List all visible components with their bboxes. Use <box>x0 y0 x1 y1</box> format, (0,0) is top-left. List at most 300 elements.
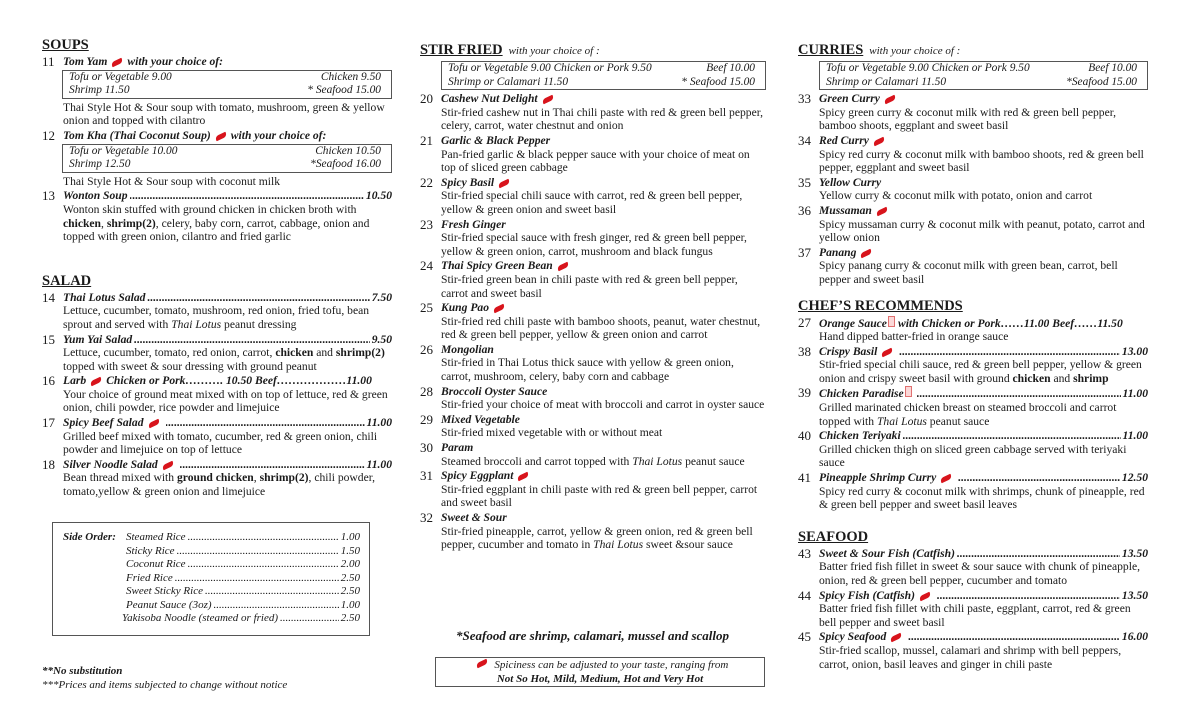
item-price: 12.50 <box>1121 471 1148 485</box>
item-body <box>819 589 1148 630</box>
notes <box>42 664 287 692</box>
choice-option: Chicken 10.50 <box>315 144 381 157</box>
description-text: Wonton skin stuffed with ground chicken in chicken broth with <box>63 202 357 216</box>
item-body <box>441 301 766 342</box>
item-number: 32 <box>420 510 433 525</box>
description-text: shrimp <box>1073 371 1109 385</box>
menu-item <box>798 630 1148 671</box>
side-order-item <box>126 531 360 545</box>
item-header <box>819 630 1148 644</box>
item-price: 11.00 <box>366 457 392 471</box>
description-text: , <box>253 471 260 485</box>
item-name: Yum Yai Salad <box>63 332 133 346</box>
choice-option: * Seafood 15.00 <box>307 84 381 97</box>
chili-icon <box>111 58 124 68</box>
item-price: 11.00 <box>1122 387 1148 401</box>
description-text: peanut dressing <box>221 317 297 331</box>
item-body <box>441 92 766 133</box>
item-name: Mongolian <box>441 342 494 356</box>
section-title: SEAFOOD <box>798 528 869 545</box>
section-curries <box>798 42 1148 287</box>
item-price-options: Chicken or Pork………. 10.50 Beef………………11.00 <box>106 374 372 388</box>
item-description <box>819 106 1148 133</box>
item-name: Tom Yam <box>63 55 108 68</box>
side-item-price: 2.50 <box>340 612 360 624</box>
item-header <box>441 301 766 315</box>
chili-icon <box>890 633 903 643</box>
section-heading <box>798 298 1148 315</box>
description-text: Grilled beef mixed with tomato, cucumber, red & green onion, chili powder and limejuice on top of lettuce <box>63 429 378 457</box>
menu-item <box>420 218 766 259</box>
description-text: , <box>101 216 107 230</box>
description-text: Thai Style Hot & Sour soup with tomato, mushroom, green & yellow onion and topped with cilantro <box>63 100 385 128</box>
item-name: Param <box>441 441 474 455</box>
description-text: Stir-fried mixed vegetable with or without meat <box>441 426 663 440</box>
menu-item <box>420 176 766 217</box>
description-text: Grilled marinated chicken breast on steamed broccoli and carrot topped with <box>819 401 1117 428</box>
item-body <box>441 218 766 259</box>
description-text: peanut sauce <box>926 414 990 428</box>
choices-row <box>448 62 755 76</box>
description-text: shrimp(2) <box>335 346 385 360</box>
menu-item <box>420 511 766 552</box>
item-body <box>441 134 766 175</box>
description-text: Steamed broccoli and carrot topped with <box>441 454 633 468</box>
item-header <box>819 92 1148 106</box>
item-description <box>63 203 392 244</box>
item-header <box>441 469 766 483</box>
description-text: chicken <box>275 346 314 360</box>
choice-option: Shrimp or Calamari 11.50 <box>826 75 947 88</box>
section-title: SOUPS <box>42 37 89 53</box>
item-body <box>63 189 392 243</box>
item-header <box>441 259 766 273</box>
description-text: Spicy green curry & coconut milk with red & green bell pepper, bamboo shoots, eggplant and sweet basil <box>819 105 1117 133</box>
item-header <box>819 429 1148 443</box>
side-item-price: 2.50 <box>340 571 360 584</box>
item-description <box>819 560 1148 587</box>
item-number: 20 <box>420 91 433 107</box>
menu-item <box>798 92 1148 133</box>
item-description <box>63 471 392 498</box>
item-description <box>819 485 1148 512</box>
item-name: Spicy Eggplant <box>441 469 514 483</box>
item-number: 30 <box>420 440 433 456</box>
menu-item <box>420 343 766 384</box>
side-item-price: 2.00 <box>340 558 360 570</box>
item-description <box>441 483 766 510</box>
section-title: CURRIES <box>798 42 864 58</box>
item-description <box>819 644 1148 671</box>
item-name: Cashew Nut Delight <box>441 92 538 106</box>
chili-icon <box>940 474 953 484</box>
section-heading <box>420 42 766 60</box>
side-order-item <box>126 545 360 559</box>
item-price-options: with Chicken or Pork……11.00 Beef……11.50 <box>897 316 1123 330</box>
dot-leader <box>899 345 1120 359</box>
menu-item <box>42 374 392 415</box>
choice-option: Shrimp 12.50 <box>69 158 131 171</box>
description-text: Batter fried fish fillet in sweet & sour sauce with chunk of pineapple, onion, red & green bell pepper, cucumber and tomato <box>819 560 1140 587</box>
item-body <box>441 176 766 217</box>
item-body <box>441 343 766 384</box>
description-text: Stir-fried green bean in chili paste with red & green bell pepper, carrot and sweet basil <box>441 272 738 300</box>
item-header <box>63 374 392 388</box>
item-description <box>441 525 766 552</box>
item-header <box>441 134 766 148</box>
side-item-price: 2.50 <box>340 585 360 597</box>
item-number: 40 <box>798 428 811 444</box>
description-text: Grilled chicken thigh on sliced green cabbage served with teriyaki sauce <box>819 442 1127 470</box>
section-title: CHEF’S RECOMMENDS <box>798 297 963 314</box>
item-price: 16.00 <box>1121 630 1148 644</box>
item-price: 10.50 <box>365 189 392 203</box>
item-number: 25 <box>420 300 433 316</box>
item-name: Thai Spicy Green Bean <box>441 259 553 273</box>
dot-leader <box>130 189 364 203</box>
chili-icon <box>883 95 896 105</box>
chili-icon <box>860 248 873 258</box>
dot-leader <box>903 429 1121 443</box>
menu-item <box>420 385 766 412</box>
item-header <box>63 333 392 347</box>
item-header <box>819 204 1148 218</box>
item-header <box>441 413 766 427</box>
item-body <box>441 259 766 300</box>
item-name: Fresh Ginger <box>441 217 506 231</box>
choices-row <box>826 76 1137 90</box>
description-text: Thai Lotus <box>632 454 683 468</box>
side-item-price: 1.00 <box>340 531 360 543</box>
choice-option: Chicken 9.50 <box>320 70 381 83</box>
chili-icon <box>875 207 888 217</box>
menu-item <box>798 246 1148 287</box>
item-header <box>63 189 392 203</box>
item-body <box>441 469 766 510</box>
menu-item <box>420 413 766 440</box>
choices-row <box>69 145 381 159</box>
item-price: 13.00 <box>1121 344 1148 358</box>
item-description <box>63 388 392 415</box>
description-text: Stir-fried your choice of meat with broccoli and carrot in oyster sauce <box>441 398 765 412</box>
choice-option: Tofu or Vegetable 9.00 Chicken or Pork 9.50 <box>448 62 652 74</box>
side-item-name: Yakisoba Noodle (steamed or fried) <box>122 612 279 624</box>
item-description <box>441 189 766 216</box>
menu-item <box>420 469 766 510</box>
menu-item <box>798 204 1148 245</box>
item-body <box>63 55 392 128</box>
section-heading <box>798 529 1148 546</box>
item-description <box>819 443 1148 470</box>
description-text: ground chicken <box>176 471 254 485</box>
item-name: Wonton Soup <box>63 189 128 203</box>
item-number: 38 <box>798 343 811 359</box>
section-subtitle: with your choice of : <box>508 45 600 57</box>
seafood-note: *Seafood are shrimp, calamari, mussel and scallop <box>455 628 730 643</box>
item-body <box>441 413 766 440</box>
chili-icon <box>161 461 174 471</box>
item-description <box>63 304 392 331</box>
item-number: 35 <box>798 174 811 190</box>
item-name: Broccoli Oyster Sauce <box>441 384 548 398</box>
description-text: sweet &sour sauce <box>643 538 733 552</box>
section-heading <box>42 37 392 54</box>
item-number: 24 <box>420 258 433 274</box>
description-text: Yellow curry & coconut milk with potato, onion and carrot <box>819 189 1093 203</box>
item-header <box>441 92 766 106</box>
item-number: 43 <box>798 545 811 561</box>
price-change-note: ***Prices and items subjected to change without notice <box>42 679 288 691</box>
menu-item <box>420 259 766 300</box>
item-number: 17 <box>42 415 55 431</box>
item-description <box>441 315 766 342</box>
side-order-item <box>126 572 360 586</box>
item-description <box>63 346 392 373</box>
choices-box <box>62 70 392 99</box>
description-text: topped with sweet & sour dressing with ground peanut <box>63 359 317 373</box>
spice-note-box <box>435 657 765 687</box>
item-description <box>441 106 766 133</box>
description-text: Stir-fried red chili paste with bamboo shoots, peanut, water chestnut, red & green bell pepper, yellow & green onion and carrot <box>441 314 761 342</box>
item-price: 13.50 <box>1121 546 1148 560</box>
description-text: Thai Lotus <box>171 317 222 331</box>
item-description <box>63 430 392 457</box>
special-mark-icon <box>905 386 912 397</box>
item-header <box>441 385 766 399</box>
item-description <box>819 189 1148 203</box>
side-item-price: 1.50 <box>340 544 360 557</box>
item-body <box>63 374 392 415</box>
item-body <box>63 416 392 457</box>
description-text: Spicy mussaman curry & coconut milk with peanut, potato, carrot and yellow onion <box>819 217 1145 245</box>
dot-leader <box>917 387 1121 401</box>
menu-item <box>798 316 1148 344</box>
item-name: Chicken Teriyaki <box>819 429 901 443</box>
description-text: shrimp(2) <box>106 216 156 230</box>
chili-icon <box>493 304 506 314</box>
item-header <box>819 134 1148 148</box>
menu-item <box>798 386 1148 428</box>
choice-option: * Seafood 15.00 <box>681 75 755 88</box>
special-mark-icon <box>888 316 895 327</box>
description-text: Spicy red curry & coconut milk with bamboo shoots, red & green bell pepper, eggplant and sweet basil <box>819 147 1144 175</box>
item-header <box>63 416 392 430</box>
choice-option: Tofu or Vegetable 10.00 <box>69 144 178 157</box>
item-description <box>819 330 1148 344</box>
dot-leader <box>147 291 369 305</box>
item-number: 14 <box>42 289 55 305</box>
dot-leader <box>908 630 1120 644</box>
item-header <box>441 511 766 525</box>
item-number: 22 <box>420 174 433 190</box>
dot-leader <box>180 458 365 472</box>
chili-icon <box>918 591 931 601</box>
item-body <box>63 458 392 499</box>
choice-option: Tofu or Vegetable 9.00 <box>69 70 172 83</box>
item-body <box>819 429 1148 470</box>
item-price: 11.00 <box>1122 429 1148 443</box>
item-description <box>819 148 1148 175</box>
section-title: STIR FRIED <box>420 42 503 58</box>
item-description <box>63 175 392 189</box>
item-body <box>819 316 1148 344</box>
item-header <box>441 176 766 190</box>
item-name: Spicy Basil <box>441 175 495 189</box>
item-name: Tom Kha (Thai Coconut Soup) <box>63 128 211 142</box>
section-soups <box>42 37 392 244</box>
item-description <box>819 602 1148 629</box>
item-name: Spicy Seafood <box>819 630 887 644</box>
item-price: 7.50 <box>371 290 392 304</box>
description-text: and <box>313 346 336 360</box>
description-text: Lettuce, cucumber, tomato, red onion, carrot, <box>63 346 276 360</box>
item-price-options: with your choice of: <box>127 55 224 68</box>
menu-item <box>420 134 766 175</box>
item-number: 23 <box>420 216 433 232</box>
menu-item <box>42 333 392 374</box>
side-order-item <box>126 585 360 599</box>
item-description <box>441 273 766 300</box>
item-number: 41 <box>798 470 811 486</box>
description-text: Thai Style Hot & Sour soup with coconut milk <box>63 174 281 188</box>
item-name: Silver Noodle Salad <box>63 457 158 471</box>
item-number: 12 <box>42 127 55 143</box>
choices-row <box>69 158 381 172</box>
item-body <box>819 92 1148 133</box>
item-header <box>441 441 766 455</box>
section-subtitle: with your choice of : <box>869 45 961 57</box>
description-text: Spicy panang curry & coconut milk with green bean, carrot, bell pepper and sweet basil <box>819 259 1118 286</box>
description-text: shrimp(2) <box>259 471 309 485</box>
item-body <box>63 129 392 188</box>
item-name: Crispy Basil <box>819 344 878 358</box>
item-price: 13.50 <box>1121 588 1148 602</box>
item-description <box>441 231 766 258</box>
menu-item <box>42 416 392 457</box>
description-text: Stir-fried eggplant in chili paste with red & green bell pepper, carrot and sweet basil <box>441 482 758 510</box>
item-name: Spicy Beef Salad <box>63 416 144 430</box>
item-name: Sweet & Sour Fish (Catfish) <box>819 546 955 560</box>
item-body <box>819 204 1148 245</box>
side-item-name: Sweet Sticky Rice <box>126 585 203 597</box>
item-number: 21 <box>420 132 433 148</box>
side-item-name: Peanut Sauce (3oz) <box>126 598 212 611</box>
dot-leader <box>188 558 339 572</box>
choice-option: *Seafood 16.00 <box>310 158 381 171</box>
item-name: Kung Pao <box>441 301 489 315</box>
item-header <box>63 291 392 305</box>
description-text: Lettuce, cucumber, tomato, mushroom, red onion, fried tofu, bean sprout and served with <box>63 304 370 331</box>
side-order-item <box>126 599 360 613</box>
dot-leader <box>205 585 339 599</box>
item-header <box>819 386 1148 401</box>
description-text: Stir-fried in Thai Lotus thick sauce with yellow & green onion, carrot, mushroom, celery, baby corn and cabbage <box>441 356 734 384</box>
item-description <box>819 259 1148 286</box>
item-price-options: with your choice of: <box>230 128 327 142</box>
dot-leader <box>957 547 1120 561</box>
item-header <box>819 246 1148 260</box>
choice-option: *Seafood 15.00 <box>1066 75 1137 88</box>
spice-note-line1: Spiciness can be adjusted to your taste, ranging from <box>491 659 729 671</box>
item-description <box>441 356 766 383</box>
item-number: 15 <box>42 331 55 347</box>
choices-row <box>69 84 381 98</box>
item-body <box>819 630 1148 671</box>
side-item-name: Fried Rice <box>126 571 173 584</box>
item-number: 13 <box>42 188 55 204</box>
choices-row <box>448 76 755 90</box>
chili-icon <box>90 377 103 387</box>
item-number: 28 <box>420 383 433 399</box>
item-body <box>819 246 1148 287</box>
item-description <box>441 426 766 440</box>
description-text: Thai Lotus <box>876 414 927 428</box>
item-description <box>819 401 1148 428</box>
no-substitution-note: **No substitution <box>42 665 123 677</box>
item-header <box>819 471 1148 485</box>
description-text: Thai Lotus <box>593 538 644 552</box>
item-number: 36 <box>798 202 811 218</box>
chili-icon <box>498 178 511 188</box>
description-text: Stir-fried special chili sauce, red & green bell pepper, yellow & green onion and crispy sweet basil with ground <box>819 358 1142 385</box>
section-stir-fried <box>420 42 766 552</box>
item-name: Thai Lotus Salad <box>63 290 146 304</box>
dot-leader <box>175 572 339 586</box>
side-item-name: Coconut Rice <box>126 558 186 570</box>
menu-item <box>420 301 766 342</box>
item-name: Mussaman <box>819 203 872 217</box>
menu-item <box>42 291 392 332</box>
item-header <box>819 547 1148 561</box>
chili-icon <box>556 262 569 272</box>
dot-leader <box>166 416 365 430</box>
item-body <box>441 511 766 552</box>
item-number: 39 <box>798 385 811 401</box>
description-text: Hand dipped batter-fried in orange sauce <box>819 330 1009 344</box>
item-header <box>63 458 392 472</box>
column-middle <box>420 42 766 553</box>
description-text: Stir-fried special chili sauce with carrot, red & green bell pepper, yellow & green onion and sweet basil <box>441 189 743 216</box>
item-number: 11 <box>42 54 55 69</box>
menu-item <box>798 547 1148 588</box>
dot-leader <box>937 589 1120 603</box>
item-price: 11.00 <box>366 416 392 430</box>
item-name: Garlic & Black Pepper <box>441 133 551 147</box>
dot-leader <box>134 333 370 347</box>
menu-item <box>42 189 392 243</box>
description-text: Batter fried fish fillet with chili paste, eggplant, carrot, red & green bell pepper and sweet basil <box>819 602 1131 629</box>
item-description <box>441 455 766 469</box>
item-name: Spicy Fish (Catfish) <box>819 588 915 602</box>
menu-item <box>42 129 392 188</box>
side-item-name: Steamed Rice <box>126 531 186 543</box>
column-right <box>798 42 1148 672</box>
spice-note-line2: Not So Hot, Mild, Medium, Hot and Very Hot <box>496 672 704 685</box>
side-item-price: 1.00 <box>340 598 360 611</box>
item-header <box>819 589 1148 603</box>
item-name: Orange Sauce <box>819 316 887 330</box>
item-description <box>819 218 1148 245</box>
item-number: 16 <box>42 373 55 389</box>
section-title: SALAD <box>42 272 92 289</box>
choices-row <box>826 62 1137 76</box>
item-body <box>63 333 392 374</box>
item-header <box>441 218 766 232</box>
item-name: Green Curry <box>819 92 880 106</box>
item-name: Mixed Vegetable <box>441 412 520 426</box>
item-body <box>819 345 1148 386</box>
item-body <box>819 386 1148 428</box>
